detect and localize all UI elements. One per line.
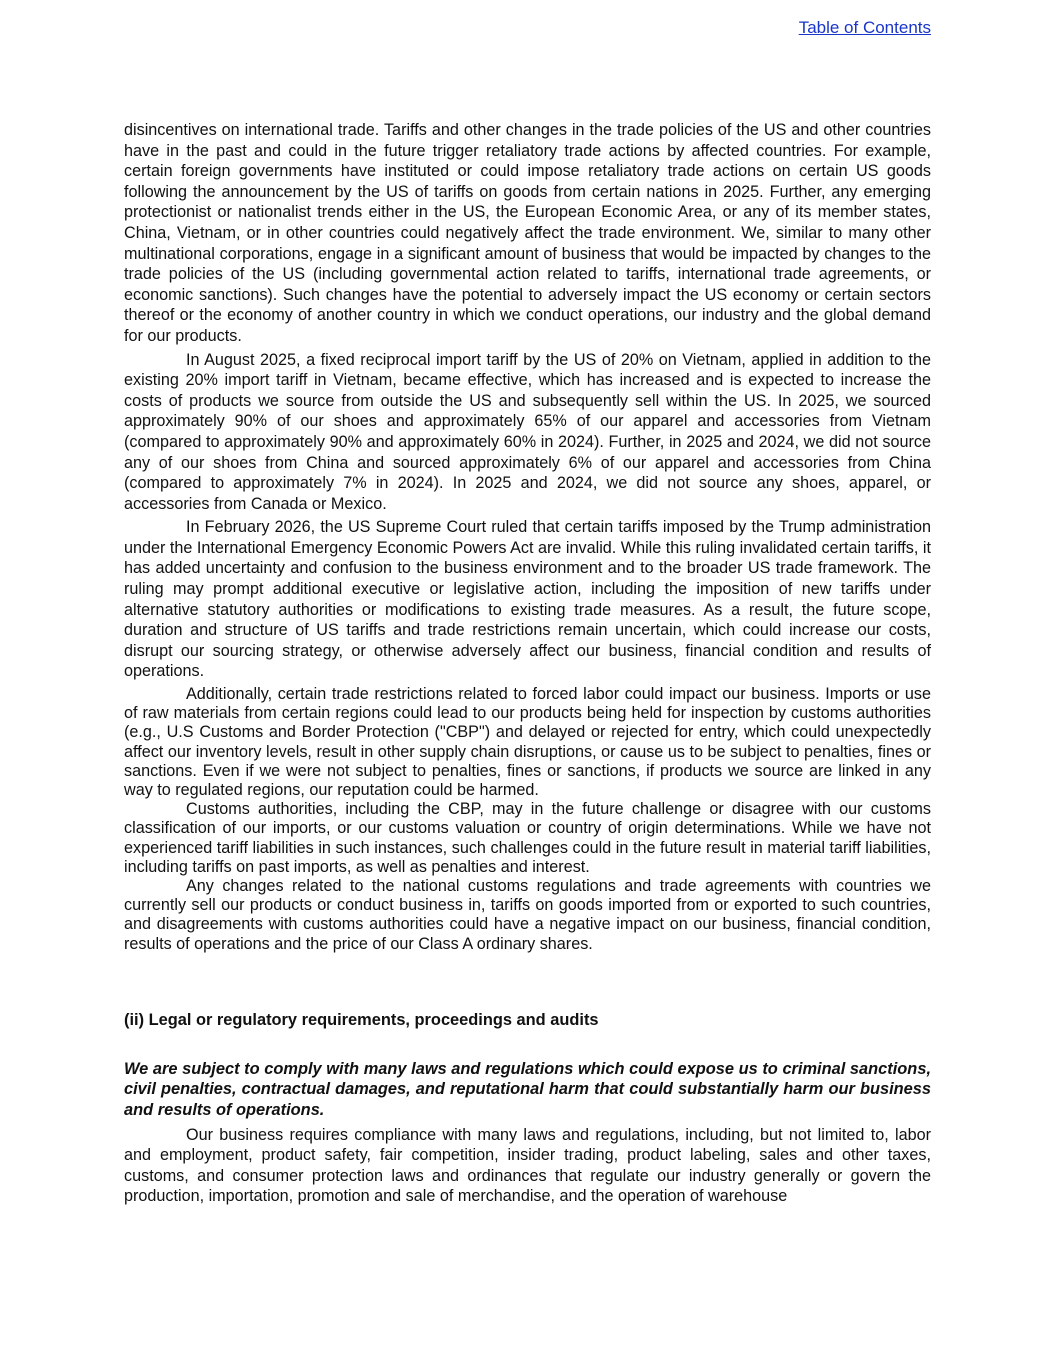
paragraph-customs-authorities: Customs authorities, including the CBP, may in the future challenge or disagree with our customs classification of our imports, or our customs valuation or country of origin determinations. While we have not experienced tariff liabilities in such instances, such challenges could in the future result in material tariff liabilities, including tariffs on past imports, as well as penalties and interest.	[124, 800, 931, 876]
paragraph-forced-labor: Additionally, certain trade restrictions related to forced labor could impact our business. Imports or use of raw materials from certain regions could lead to our products being held for inspection by customs authorities (e.g., U.S Customs and Border Protection ("CBP") and delayed or rejected for entry, which could unexpectedly affect our inventory levels, result in other supply chain disruptions, or cause us to be subject to penalties, fines or sanctions. Even if we were not subject to penalties, fines or sanctions, if products we source are linked in any way to regulated regions, our reputation could be harmed.	[124, 685, 931, 800]
paragraph-supreme-court-ruling: In February 2026, the US Supreme Court ruled that certain tariffs imposed by the Trump administration under the International Emergency Economic Powers Act are invalid. While this ruling invalidated certain tariffs, it has added uncertainty and confusion to the business environment and to the broader US trade framework. The ruling may prompt additional executive or legislative action, including the imposition of new tariffs under alternative statutory authorities or modifications to existing trade measures. As a result, the future scope, duration and structure of US tariffs and trade restrictions remain uncertain, which could increase our costs, disrupt our sourcing strategy, or otherwise adversely affect our business, financial condition and results of operations.	[124, 518, 931, 681]
paragraph-compliance: Our business requires compliance with many laws and regulations, including, but not limited to, labor and employment, product safety, fair competition, insider trading, product labeling, sales and other taxes, customs, and consumer protection laws and ordinances that regulate our industry generally or govern the production, importation, promotion and sale of merchandise, and the operation of warehouse	[124, 1125, 931, 1206]
paragraph-vietnam-tariff: In August 2025, a fixed reciprocal import tariff by the US of 20% on Vietnam, applied in addition to the existing 20% import tariff in Vietnam, became effective, which has increased and is expected to increase the costs of products we source from outside the US and subsequently sell within the US. In 2025, we sourced approximately 90% of our shoes and approximately 65% of our apparel and accessories from Vietnam (compared to approximately 90% and approximately 60% in 2024). Further, in 2025 and 2024, we did not source any of our shoes from China and sourced approximately 6% of our apparel and accessories from China (compared to approximately 7% in 2024). In 2025 and 2024, we did not source any shoes, apparel, or accessories from Canada or Mexico.	[124, 350, 931, 513]
risk-factor-heading: We are subject to comply with many laws and regulations which could expose us to criminal sanctions, civil penalties, contractual damages, and reputational harm that could substantially harm our business and results of operations.	[124, 1059, 931, 1120]
document-body	[124, 120, 931, 1210]
section-heading: (ii) Legal or regulatory requirements, proceedings and audits	[124, 1010, 599, 1029]
paragraph-trade-disincentives: disincentives on international trade. Tariffs and other changes in the trade policies of the US and other countries have in the past and could in the future trigger retaliatory trade actions by affected countries. For example, certain foreign governments have instituted or could impose retaliatory trade actions on certain US goods following the announcement by the US of tariffs on goods from certain nations in 2025. Further, any emerging protectionist or nationalist trends either in the US, the European Economic Area, or any of its member states, China, Vietnam, or in other countries could negatively affect the trade environment. We, similar to many other multinational corporations, engage in a significant amount of business that would be impacted by changes to the trade policies of the US (including governmental action related to tariffs, international trade agreements, or economic sanctions). Such changes have the potential to adversely impact the US economy or certain sectors thereof or the economy of another country in which we conduct operations, our industry and the global demand for our products.	[124, 121, 931, 345]
table-of-contents-link[interactable]: Table of Contents	[798, 18, 931, 37]
paragraph-customs-changes: Any changes related to the national customs regulations and trade agreements with countries we currently sell our products or conduct business in, tariffs on goods imported from or exported to such countries, and disagreements with customs authorities could have a negative impact on our business, financial condition, results of operations and the price of our Class A ordinary shares.	[124, 877, 931, 953]
